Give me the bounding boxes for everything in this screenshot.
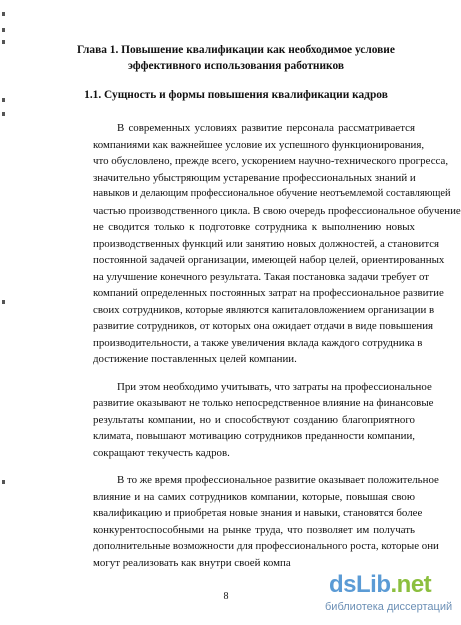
text-line: конкурентоспособными на рынке труда, что позволяет им получать [93, 523, 415, 536]
text-line: производственных функций или занятию новых должностей, а становится [93, 237, 440, 250]
text-line: В то же время профессиональное развитие оказывает положительное [117, 474, 439, 486]
text-line: развитие оказывают не только непосредственное влияние на финансовые [93, 397, 434, 409]
text-line: сокращают текучесть кадров. [93, 446, 230, 459]
watermark-subtitle: библиотека диссертаций [325, 601, 453, 613]
watermark-logo [329, 571, 431, 599]
text-line: В современных условиях развитие персонала рассматривается [117, 122, 415, 134]
chapter-title [70, 43, 402, 74]
page-number: 8 [223, 591, 229, 602]
chapter-title-line: эффективного использования работников [127, 59, 345, 72]
watermark [325, 571, 453, 617]
body-text [93, 120, 461, 582]
text-line: постоянной задачей организации, имеющей набор целей, ориентированных [93, 254, 445, 266]
text-line: результаты компании, но и способствуют созданию благоприятного [93, 413, 415, 426]
text-line: производительности, а также увеличения вклада каждого сотрудника в [93, 336, 423, 349]
text-line: влияние и на самих сотрудников компании, которые, повышая свою [93, 490, 415, 503]
section-title: 1.1. Сущность и формы повышения квалификации кадров [84, 89, 388, 101]
text-line: При этом необходимо учитывать, что затраты на профессиональное [117, 380, 432, 393]
paragraph-2 [93, 379, 434, 462]
text-line: могут реализовать как внутри своей компа [93, 556, 291, 569]
paragraph-3 [93, 472, 439, 571]
text-line: навыков и делающим профессиональное обучение неотъемлемой составляющей [93, 188, 451, 199]
text-line: развитие сотрудников, от которых она ожидает отдачи в виде повышения [93, 320, 434, 332]
text-line: частью производственного цикла. В свою очередь профессиональное обучение [93, 204, 461, 217]
paragraph-1 [93, 120, 461, 368]
text-line: значительно убыстряющим устаревание профессиональных знаний и [93, 171, 416, 184]
text-line: не сводится только к подготовке сотрудника к выполнению новых [93, 221, 415, 233]
text-line: дополнительные возможности для профессионального роста, которые они [93, 540, 439, 552]
watermark-logo-part1: dsLib [329, 571, 391, 598]
text-line: компаниями как важнейшее условие их успешного функционирования, [93, 138, 425, 151]
text-line: достижение поставленных целей компании. [93, 353, 297, 365]
text-line: климата, повышают мотивацию сотрудников преданности компании, [93, 430, 415, 442]
text-line: квалификацию и приобретая новые знания и навыки, становятся более [93, 507, 423, 519]
text-line: на улучшение конечного результата. Такая постановка задачи требует от [93, 270, 430, 283]
watermark-logo-part2: .net [390, 571, 432, 598]
text-line: компаний определенных постоянных затрат на профессиональное развитие [93, 287, 444, 299]
text-line: что обусловлено, прежде всего, ускорением научно-технического прогресса, [93, 155, 449, 167]
scan-margin-marks [2, 0, 8, 625]
chapter-title-line: Глава 1. Повышение квалификации как необходимое условие [77, 44, 395, 56]
text-line: своих сотрудников, которые являются капиталовложением организации в [93, 303, 435, 316]
